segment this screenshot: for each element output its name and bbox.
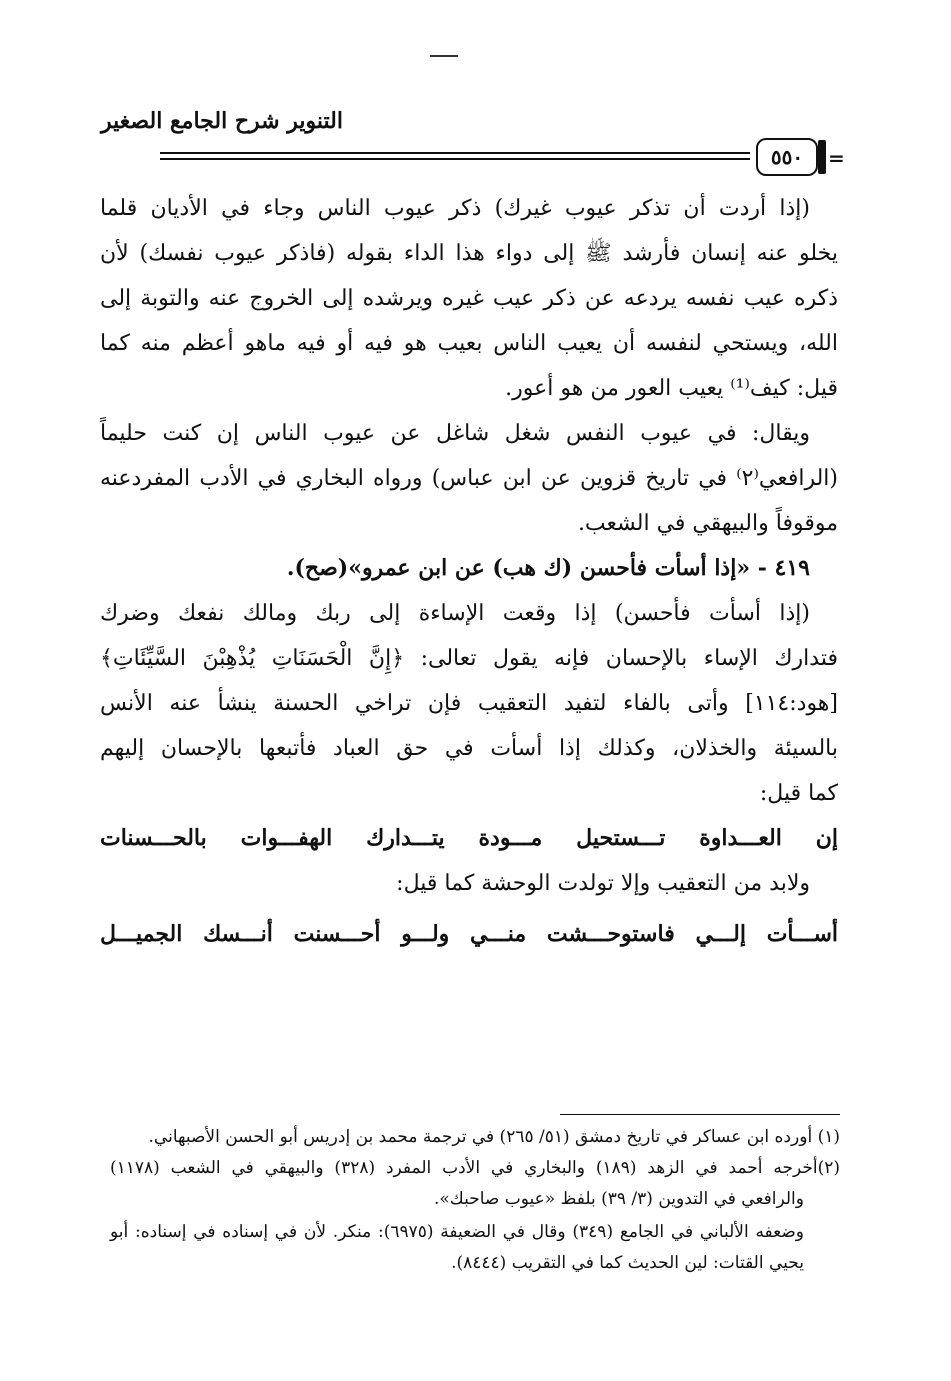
- text-line: (الرافعي⁽٢⁾ في تاريخ قزوين عن ابن عباس) ورواه البخاري في الأدب المفردعنه: [100, 466, 838, 491]
- footnote-line: يحيي القتات: لين الحديث كما في التقريب (٨٤٤٤).: [451, 1253, 804, 1273]
- footnote-line: والرافعي في التدوين (٣/ ٣٩) بلفظ «عيوب صاحبك».: [433, 1189, 804, 1209]
- footnote-line: (٢)أخرجه أحمد في الزهد (١٨٩) والبخاري في الأدب المفرد (٣٢٨) والبيهقي في الشعب (١١٧٨): [110, 1158, 840, 1178]
- verse-line: أســـأت إلـــي فاستوحـــشت منـــي ولـــو أحـــسنت أنـــسك الجميـــل: [100, 921, 838, 947]
- hadith-heading: ٤١٩ - «إذا أسأت فأحسن (ك هب) عن ابن عمرو»(صح).: [286, 555, 810, 581]
- text-line: بالسيئة والخذلان، وكذلك إذا أسأت في حق العباد فأتبعها بالإحسان إليهم: [100, 736, 838, 761]
- page-number-ornament: [818, 140, 826, 174]
- footnote-line: (١) أورده ابن عساكر في تاريخ دمشق (٥١/ ٢٦٥) في ترجمة محمد بن إدريس أبو الحسن الأصبهاني.: [148, 1127, 840, 1147]
- text-line: يخلو عنه إنسان فأرشد ﷺ إلى دواء هذا الداء بقوله (فاذكر عيوب نفسك) لأن: [100, 241, 838, 266]
- text-line: موقوفاً والبيهقي في الشعب.: [577, 511, 838, 536]
- header-rule: [160, 152, 750, 154]
- text-line: ويقال: في عيوب النفس شغل شاغل عن عيوب الناس إن كنت حليماً: [100, 421, 810, 446]
- text-line: الله، ويستحي لنفسه أن يعيب الناس بعيب هو فيه أو فيه ماهو أعظم منه كما: [100, 331, 838, 356]
- text-line: كما قيل:: [759, 781, 838, 806]
- text-line: فتدارك الإساء بالإحسان فإنه يقول تعالى: ﴿إِنَّ الْحَسَنَاتِ يُذْهِبْنَ السَّيِّئَاتِ﴾: [100, 646, 838, 671]
- main-text: [100, 186, 838, 957]
- footnotes: [110, 1122, 840, 1279]
- text-line: (إذا أسأت فأحسن) إذا وقعت الإساءة إلى ربك ومالك نفعك وضرك: [100, 601, 810, 626]
- text-line: ولابد من التعقيب وإلا تولدت الوحشة كما قيل:: [396, 871, 810, 896]
- top-dash: [430, 55, 458, 57]
- page-number-ornament-eq: =: [828, 146, 845, 170]
- text-line: [هود:١١٤] وأتى بالفاء لتفيد التعقيب فإن تراخي الحسنة ينشأ عنه الأنس: [100, 691, 838, 716]
- header-rule-2: [160, 158, 750, 160]
- footnote-line: وضعفه الألباني في الجامع (٣٤٩) وقال في الضعيفة (٦٩٧٥): منكر. لأن في إسناده في إسناده: أبو: [110, 1222, 805, 1242]
- text-line: (إذا أردت أن تذكر عيوب غيرك) ذكر عيوب الناس وجاء في الأديان قلما: [100, 196, 810, 221]
- footnote-rule: [560, 1114, 840, 1115]
- page-number: ٥٥٠: [756, 138, 818, 176]
- text-line: ذكره عيب نفسه يردعه عن ذكر عيب غيره ويرشده إلى الخروج عنه والتوبة إلى: [100, 286, 838, 311]
- running-title: التنوير شرح الجامع الصغير: [101, 108, 343, 134]
- text-line: قيل: كيف⁽¹⁾ يعيب العور من هو أعور.: [505, 376, 838, 401]
- verse-line: إن العـــداوة تـــستحيل مـــودة يتـــدارك الهفـــوات بالحـــسنات: [100, 825, 838, 851]
